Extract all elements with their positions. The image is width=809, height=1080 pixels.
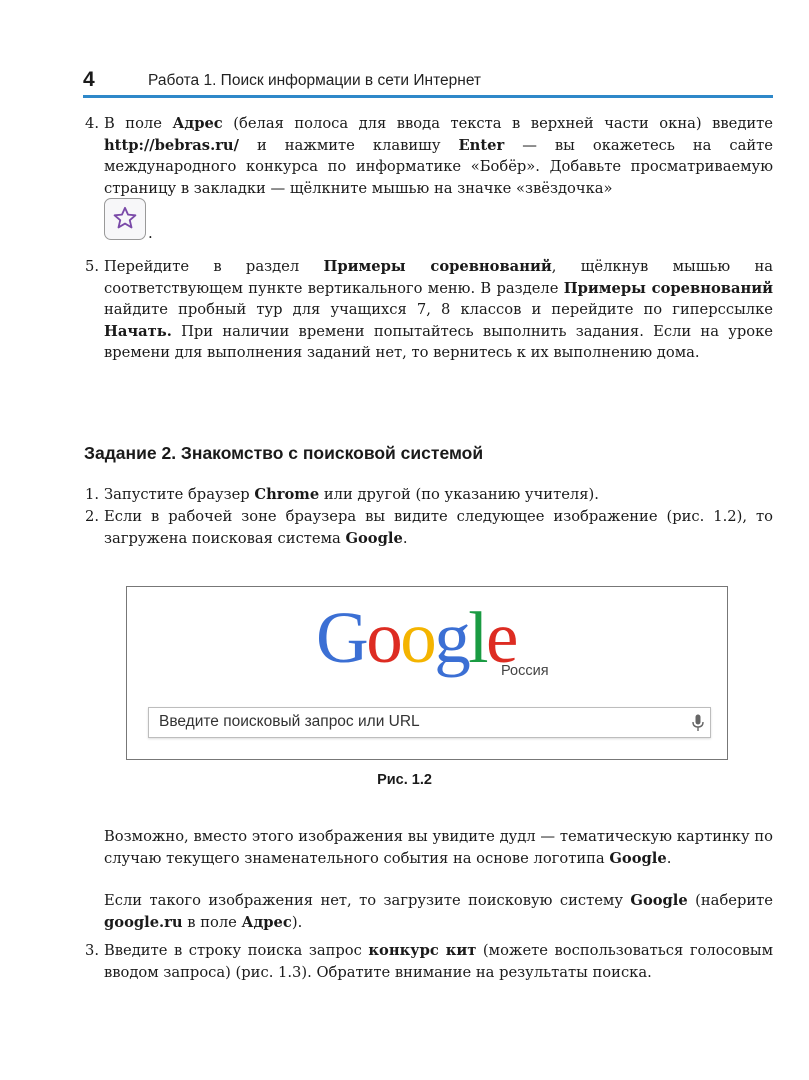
step-number: 5. — [85, 258, 100, 275]
task2-step-2: 2. Если в рабочей зоне браузера вы видите следующее изображение (рис. 1.2), то загружена поисковая система Google. — [85, 508, 773, 547]
term-examples-2: Примеры соревнований — [563, 279, 774, 297]
term-address: Адрес — [172, 115, 223, 132]
step-4: 4. В поле Адрес (белая полоса для ввода текста в верхней части окна) введите http://bebras.ru/ и нажмите клавишу Enter — вы окажетесь на сайте международного конкурса по информатике «Бобёр». Добавьте просматриваемую страницу в закладки — щёлкните мышью на значке «звёздочка» — [85, 115, 773, 197]
task-2-heading: Задание 2. Знакомство с поисковой системой — [84, 443, 484, 463]
logo-letter: G — [316, 597, 367, 678]
term-start: Начать. — [104, 322, 172, 340]
term-google: Google — [609, 849, 667, 867]
logo-letter: l — [468, 597, 487, 678]
task2-step-3: 3. Введите в строку поиска запрос конкурс кит (можете воспользоваться голосовым вводом запроса) (рис. 1.3). Обратите внимание на результаты поиска. — [85, 942, 773, 981]
term-google: Google — [345, 529, 403, 547]
step-number: 2. — [85, 508, 100, 525]
url-google-ru: google.ru — [104, 913, 183, 931]
step-number: 4. — [85, 115, 100, 132]
step-5: 5. Перейдите в раздел Примеры соревнований, щёлкнув мышью на соответствующем пункте вертикального меню. В разделе Примеры соревнований найдите пробный тур для учащихся 7, 8 классов и перейдите по гиперссылке Начать. При наличии времени попытайтесь выполнить задания. Если на уроке времени для выполнения заданий нет, то вернитесь к их выполнению дома. — [85, 258, 774, 362]
doodle-paragraph: Возможно, вместо этого изображения вы увидите дудл — тематическую картинку по случаю текущего знаменательного события на основе логотипа Google. — [104, 828, 773, 867]
microphone-icon[interactable] — [692, 714, 704, 732]
search-input[interactable] — [148, 707, 711, 738]
url-bebras: http://bebras.ru/ — [104, 136, 239, 154]
term-google: Google — [630, 892, 688, 909]
query-text: конкурс кит — [368, 942, 477, 959]
sentence-end: . — [148, 224, 153, 242]
page-header — [83, 62, 773, 98]
term-address: Адрес — [241, 913, 292, 931]
running-title: Работа 1. Поиск информации в сети Интернет — [148, 72, 482, 89]
page-number: 4 — [83, 68, 95, 91]
task2-step-1: 1. Запустите браузер Chrome или другой (по указанию учителя). — [104, 484, 773, 506]
star-icon — [104, 198, 146, 240]
step-number: 1. — [85, 486, 100, 503]
figure-google-homepage — [126, 586, 728, 760]
logo-region: Россия — [501, 663, 549, 679]
logo-letter: o — [400, 597, 435, 678]
step-number: 3. — [85, 942, 100, 959]
key-enter: Enter — [458, 136, 505, 154]
search-placeholder: Введите поисковый запрос или URL — [159, 713, 420, 730]
logo-letter: o — [366, 597, 401, 678]
load-google-paragraph: Если такого изображения нет, то загрузите поисковую систему Google (наберите google.ru в поле Адрес). — [104, 892, 773, 931]
figure-caption: Рис. 1.2 — [377, 772, 432, 788]
header-rule — [83, 95, 773, 98]
term-examples: Примеры соревнований — [323, 258, 552, 275]
google-logo — [316, 593, 516, 683]
term-chrome: Chrome — [254, 486, 320, 503]
logo-letter: g — [434, 597, 469, 678]
logo-letter: e — [486, 597, 516, 678]
